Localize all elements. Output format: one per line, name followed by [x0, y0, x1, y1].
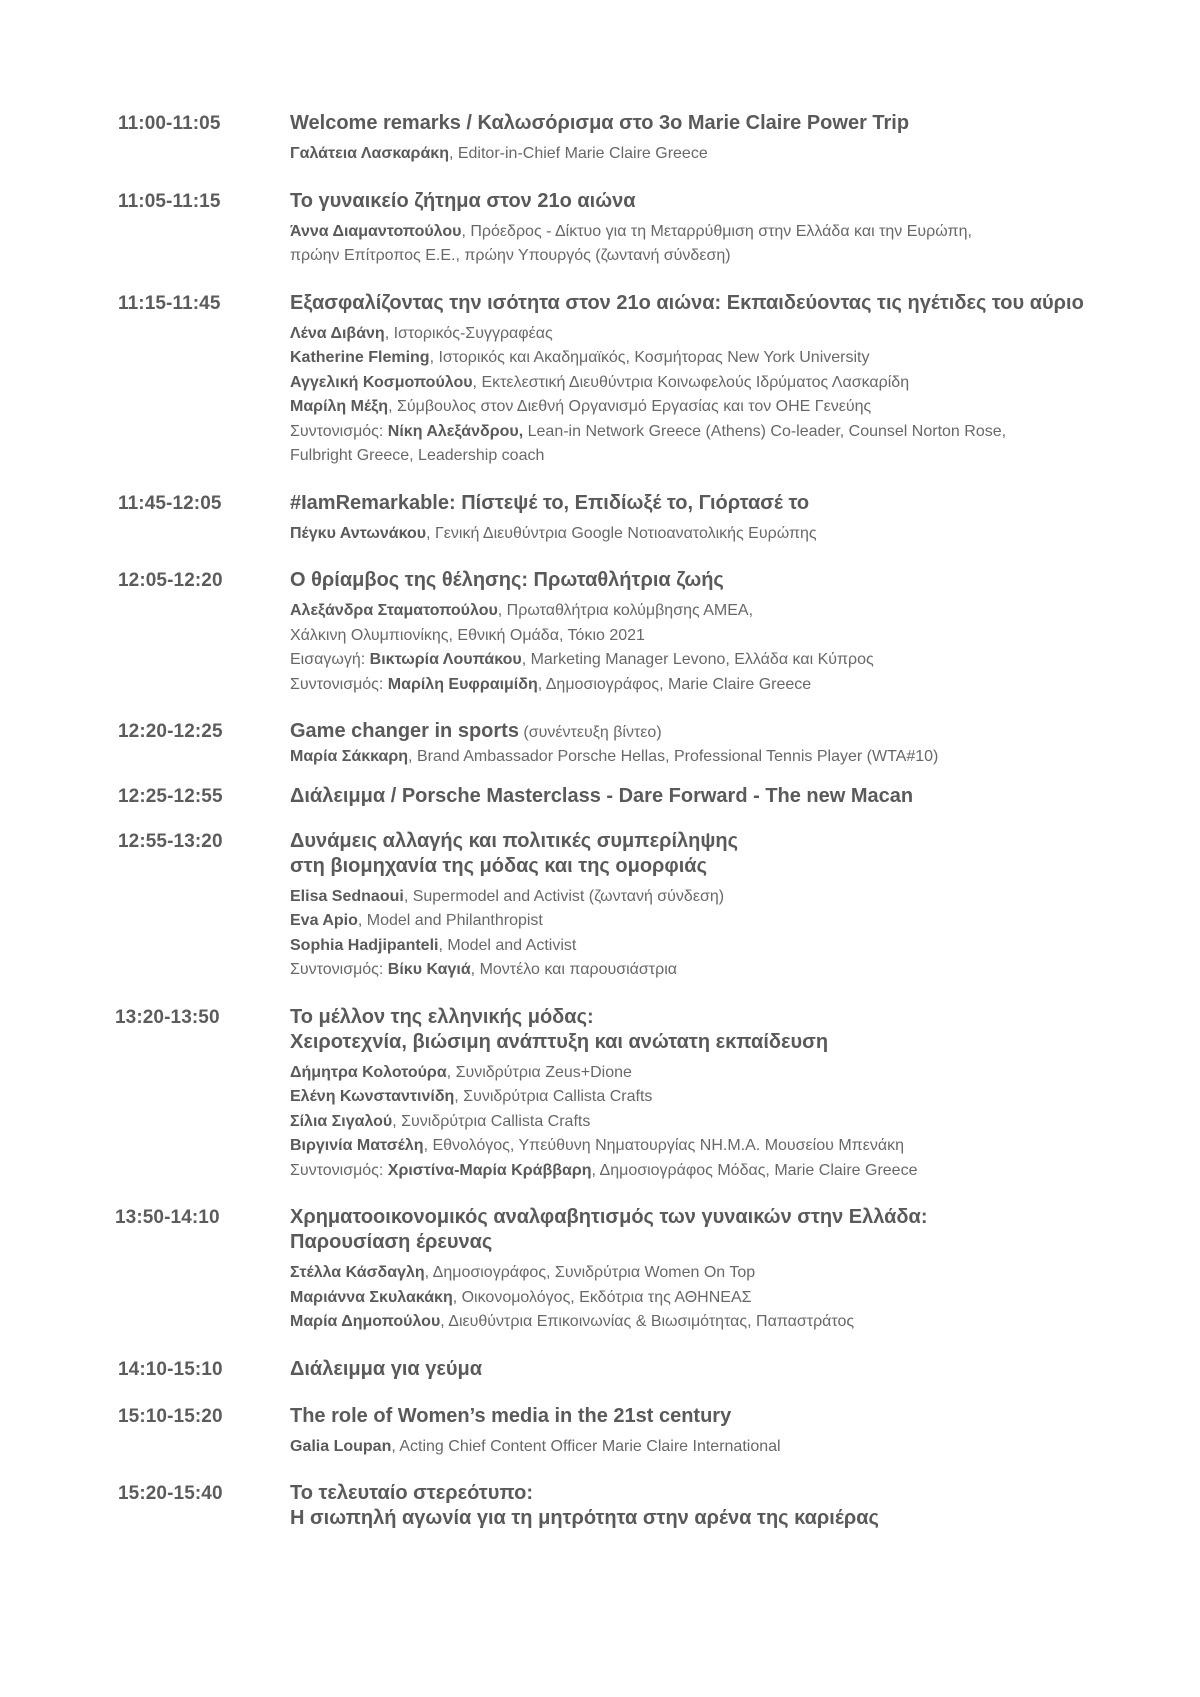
session-content [290, 1404, 1090, 1460]
speaker-role: , Πρωταθλήτρια κολύμβησης ΑΜΕΑ, [497, 602, 754, 619]
session-time: 12:20-12:25 [118, 721, 223, 742]
session-title-note: (συνέντευξη βίντεο) [518, 724, 662, 741]
speaker-role: , Γενική Διευθύντρια Google Νοτιοανατολικής Ευρώπης [426, 524, 817, 542]
speaker-name: Βιργινία Ματσέλη [290, 1137, 424, 1154]
session-title [290, 1404, 1090, 1429]
agenda-session [0, 189, 1200, 269]
session-title [290, 568, 1090, 593]
speaker-line [290, 1435, 1090, 1460]
session-title [290, 1030, 1090, 1055]
speaker-role: Συντονισμός: [290, 422, 388, 440]
session-time: 11:15-11:45 [118, 292, 221, 314]
speaker-name: Eva Apio [290, 912, 358, 929]
session-content [290, 1481, 1090, 1531]
speaker-role: , Marketing Manager Levono, Ελλάδα και Κύπρος [521, 651, 874, 668]
speaker-name: Μαρίλη Ευφραιμίδη [387, 675, 538, 693]
speaker-line [290, 1110, 1090, 1135]
session-title-text: Εξασφαλίζοντας την ισότητα στον 21ο αιώνα: Εκπαιδεύοντας τις ηγέτιδες του αύριο [290, 291, 1084, 314]
speaker-name: Αγγελική Κοσμοπούλου [290, 373, 473, 391]
agenda [0, 111, 1200, 1553]
session-content [290, 291, 1090, 469]
speaker-line [290, 958, 1090, 983]
speaker-name: Νίκη Αλεξάνδρου, [387, 422, 524, 440]
speaker-role: , Δημοσιογράφος, Marie Claire Greece [537, 675, 812, 693]
speaker-line [290, 673, 1090, 698]
session-content [290, 491, 1090, 547]
session-title-text: Το τελευταίο στερεότυπο: [290, 1482, 533, 1504]
speaker-role: Χάλκινη Ολυμπιονίκης, Εθνική Ομάδα, Τόκιο 2021 [290, 626, 645, 644]
session-time: 12:05-12:20 [118, 570, 223, 591]
session-content [290, 719, 1090, 770]
session-time: 12:55-13:20 [118, 830, 223, 852]
session-content [290, 568, 1090, 697]
session-title-text: στη βιομηχανία της μόδας και της ομορφιάς [290, 854, 707, 877]
speaker-role: Συντονισμός: [290, 961, 388, 978]
speaker-name: Πέγκυ Αντωνάκου [290, 524, 427, 542]
session-title-text: Διάλειμμα για γεύμα [290, 1357, 483, 1380]
speaker-list [290, 1261, 1090, 1335]
speaker-role: , Model and Philanthropist [357, 912, 543, 929]
session-title-text: Welcome remarks / Καλωσόρισμα στο 3ο Marie Claire Power Trip [290, 112, 910, 134]
session-title-text: Χειροτεχνία, βιώσιμη ανάπτυξη και ανώτατη εκπαίδευση [290, 1030, 829, 1053]
speaker-role: πρώην Επίτροπος Ε.Ε., πρώην Υπουργός (ζωντανή σύνδεση) [290, 247, 731, 264]
speaker-role: , Ιστορικός και Ακαδημαϊκός, Κοσμήτορας New York University [429, 349, 870, 366]
session-content [290, 189, 1090, 269]
speaker-name: Βίκυ Καγιά [387, 961, 471, 978]
speaker-line [290, 599, 1090, 624]
session-content [290, 829, 1090, 983]
session-title-text: Το μέλλον της ελληνικής μόδας: [290, 1005, 594, 1028]
speaker-name: Sophia Hadjipanteli [290, 936, 439, 954]
speaker-role: , Model and Activist [438, 936, 577, 954]
speaker-line [290, 420, 1090, 445]
speaker-role: , Διευθύντρια Επικοινωνίας & Βιωσιμότητας, Παπαστράτος [440, 1313, 855, 1330]
speaker-role: Συντονισμός: [290, 1161, 388, 1179]
session-time: 15:20-15:40 [118, 1483, 223, 1504]
speaker-line [290, 371, 1090, 396]
speaker-role: Συντονισμός: [290, 675, 388, 693]
speaker-name: Μαρία Δημοπούλου [290, 1313, 441, 1330]
speaker-line [290, 220, 1090, 245]
session-time: 14:10-15:10 [118, 1358, 223, 1380]
speaker-line [290, 1310, 1090, 1335]
session-time: 13:50-14:10 [115, 1207, 220, 1228]
session-time: 13:20-13:50 [115, 1006, 220, 1028]
session-title [290, 491, 1090, 516]
agenda-session [0, 1205, 1200, 1335]
session-title [290, 719, 1090, 745]
speaker-role: , Ιστορικός-Συγγραφέας [384, 324, 553, 342]
session-title-text: Παρουσίαση έρευνας [290, 1231, 493, 1253]
session-title [290, 1506, 1090, 1531]
session-title [290, 854, 1090, 879]
speaker-name: Ελένη Κωνσταντινίδη [290, 1088, 455, 1105]
speaker-name: Άννα Διαμαντοπούλου [290, 222, 462, 240]
speaker-role: , Editor-in-Chief Marie Claire Greece [448, 145, 708, 162]
session-title [290, 291, 1090, 316]
speaker-role: , Acting Chief Content Officer Marie Claire International [391, 1437, 781, 1455]
speaker-name: Βικτωρία Λουπάκου [369, 651, 522, 668]
speaker-list [290, 745, 1090, 770]
session-content [290, 111, 1090, 167]
session-content [290, 1205, 1090, 1335]
speaker-role: , Μοντέλο και παρουσιάστρια [470, 961, 677, 978]
session-title [290, 1205, 1090, 1230]
session-title-text: The role of Women’s media in the 21st century [290, 1404, 732, 1427]
session-title-text: Δυνάμεις αλλαγής και πολιτικές συμπερίληψης [290, 829, 739, 852]
speaker-name: Galia Loupan [290, 1437, 392, 1455]
speaker-line [290, 624, 1090, 649]
agenda-session [0, 291, 1200, 469]
speaker-list [290, 522, 1090, 547]
speaker-role: , Σύμβουλος στον Διεθνή Οργανισμό Εργασίας και τον ΟΗΕ Γενεύης [388, 398, 872, 415]
speaker-line [290, 444, 1090, 469]
session-title-text: Ο θρίαμβος της θέλησης: Πρωταθλήτρια ζωής [290, 569, 724, 591]
speaker-name: Χριστίνα-Μαρία Κράββαρη [387, 1161, 592, 1179]
speaker-list [290, 220, 1090, 269]
session-title-text: Χρηματοοικονομικός αναλφαβητισμός των γυναικών στην Ελλάδα: [290, 1206, 928, 1228]
speaker-role: , Συνιδρύτρια Zeus+Dione [446, 1063, 632, 1081]
session-title [290, 784, 1090, 809]
session-title [290, 829, 1090, 854]
speaker-name: Δήμητρα Κολοτούρα [290, 1063, 447, 1081]
agenda-session [0, 1005, 1200, 1184]
session-title [290, 1481, 1090, 1506]
session-title-text: Διάλειμμα / Porsche Masterclass - Dare Forward - The new Macan [290, 784, 914, 807]
session-content [290, 1357, 1090, 1382]
speaker-list [290, 322, 1090, 469]
speaker-name: Λένα Διβάνη [290, 324, 385, 342]
session-content [290, 784, 1090, 809]
session-time: 15:10-15:20 [118, 1405, 223, 1427]
speaker-role: , Δημοσιογράφος Μόδας, Marie Claire Greece [591, 1161, 918, 1179]
speaker-line [290, 745, 1090, 770]
session-title [290, 189, 1090, 214]
speaker-name: Γαλάτεια Λασκαράκη [290, 145, 449, 162]
speaker-name: Μαριάννα Σκυλακάκη [290, 1288, 453, 1306]
speaker-line [290, 1061, 1090, 1086]
speaker-role: , Δημοσιογράφος, Συνιδρύτρια Women On Top [424, 1264, 756, 1281]
agenda-session [0, 491, 1200, 547]
speaker-role: , Supermodel and Activist (ζωντανή σύνδεση) [403, 887, 725, 905]
speaker-name: Αλεξάνδρα Σταματοπούλου [290, 602, 498, 619]
speaker-line [290, 244, 1090, 269]
speaker-role: , Εθνολόγος, Υπεύθυνη Νηματουργίας ΝΗ.Μ.Α. Μουσείου Μπενάκη [423, 1137, 904, 1154]
speaker-name: Σίλια Σιγαλού [290, 1112, 393, 1130]
speaker-line [290, 142, 1090, 167]
session-title [290, 1357, 1090, 1382]
speaker-role: , Συνιδρύτρια Callista Crafts [454, 1088, 653, 1105]
agenda-session [0, 1404, 1200, 1460]
speaker-role: Lean-in Network Greece (Athens) Co-leader, Counsel Norton Rose, [523, 422, 1007, 440]
session-time: 12:25-12:55 [118, 785, 223, 807]
session-title-text: Η σιωπηλή αγωνία για τη μητρότητα στην αρένα της καριέρας [290, 1507, 879, 1529]
speaker-name: Μαρίλη Μέξη [290, 398, 389, 415]
speaker-name: Katherine Fleming [290, 349, 430, 366]
session-content [290, 1005, 1090, 1184]
speaker-list [290, 1061, 1090, 1184]
speaker-line [290, 648, 1090, 673]
speaker-line [290, 395, 1090, 420]
speaker-role: , Οικονομολόγος, Εκδότρια της ΑΘΗΝΕΑΣ [452, 1288, 752, 1306]
agenda-session [0, 784, 1200, 809]
session-time: 11:45-12:05 [118, 492, 222, 514]
session-title [290, 111, 1090, 136]
speaker-line [290, 346, 1090, 371]
speaker-line [290, 909, 1090, 934]
speaker-line [290, 1261, 1090, 1286]
speaker-line [290, 522, 1090, 547]
speaker-line [290, 1085, 1090, 1110]
speaker-role: , Πρόεδρος - Δίκτυο για τη Μεταρρύθμιση στην Ελλάδα και την Ευρώπη, [461, 222, 972, 240]
speaker-role: , Brand Ambassador Porsche Hellas, Professional Tennis Player (WTA#10) [408, 748, 939, 765]
speaker-role: , Συνιδρύτρια Callista Crafts [392, 1112, 591, 1130]
session-title-text: #IamRemarkable: Πίστεψέ το, Επιδίωξέ το, Γιόρτασέ το [290, 491, 810, 514]
agenda-session [0, 111, 1200, 167]
agenda-session [0, 1357, 1200, 1382]
speaker-line [290, 885, 1090, 910]
agenda-session [0, 568, 1200, 697]
speaker-role: Fulbright Greece, Leadership coach [290, 447, 545, 464]
speaker-name: Στέλλα Κάσδαγλη [290, 1264, 425, 1281]
speaker-line [290, 1286, 1090, 1311]
session-time: 11:00-11:05 [118, 113, 221, 134]
speaker-line [290, 934, 1090, 959]
speaker-line [290, 322, 1090, 347]
speaker-list [290, 599, 1090, 697]
speaker-line [290, 1159, 1090, 1184]
speaker-role: Εισαγωγή: [290, 651, 370, 668]
speaker-list [290, 142, 1090, 167]
speaker-name: Μαρία Σάκκαρη [290, 748, 409, 765]
speaker-name: Elisa Sednaoui [290, 887, 404, 905]
speaker-list [290, 885, 1090, 983]
session-title [290, 1005, 1090, 1030]
session-title [290, 1230, 1090, 1255]
speaker-role: , Εκτελεστική Διευθύντρια Κοινωφελούς Ιδρύματος Λασκαρίδη [472, 373, 910, 391]
session-title-text: Game changer in sports [290, 720, 519, 742]
agenda-session [0, 719, 1200, 770]
speaker-list [290, 1435, 1090, 1460]
agenda-session [0, 1481, 1200, 1531]
speaker-line [290, 1134, 1090, 1159]
agenda-session [0, 829, 1200, 983]
session-title-text: Το γυναικείο ζήτημα στον 21ο αιώνα [290, 189, 636, 212]
session-time: 11:05-11:15 [118, 190, 221, 212]
